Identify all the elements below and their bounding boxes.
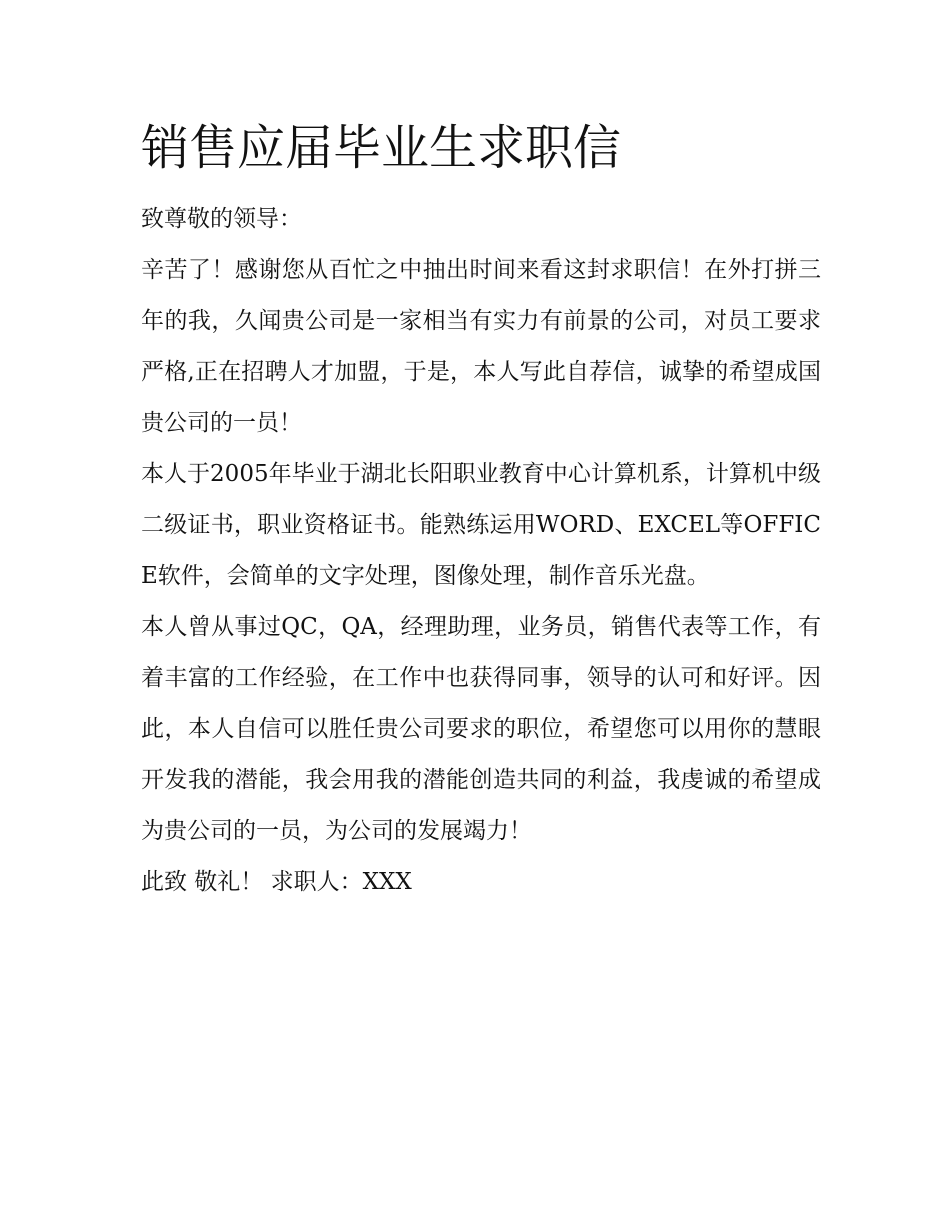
letter-greeting: 致尊敬的领导： xyxy=(141,206,302,232)
paragraph-experience: 本人曾从事过QC，QA，经理助理，业务员，销售代表等工作，有着丰富的工作经验，在工作中也获得同事，领导的认可和好评。因此，本人自信可以胜任贵公司要求的职位，希望您可以用你的慧眼开发我的潜能，我会用我的潜能创造共同的利益，我虔诚的希望成为贵公司的一员，为公司的发展竭力！ xyxy=(141,614,821,844)
letter-body xyxy=(141,116,821,908)
letter-closing: 此致 敬礼！ 求职人：XXX xyxy=(141,869,412,895)
page-title: 销售应届毕业生求职信 xyxy=(141,120,622,176)
paragraph-education: 本人于2005年毕业于湖北长阳职业教育中心计算机系，计算机中级二级证书，职业资格证书。能熟练运用WORD、EXCEL等OFFICE软件，会简单的文字处理，图像处理，制作音乐光盘。 xyxy=(141,461,821,589)
paragraph-intro: 辛苦了！感谢您从百忙之中抽出时间来看这封求职信！在外打拼三年的我，久闻贵公司是一家相当有实力有前景的公司，对员工要求严格,正在招聘人才加盟，于是，本人写此自荐信，诚挚的希望成国贵公司的一员！ xyxy=(141,257,821,436)
